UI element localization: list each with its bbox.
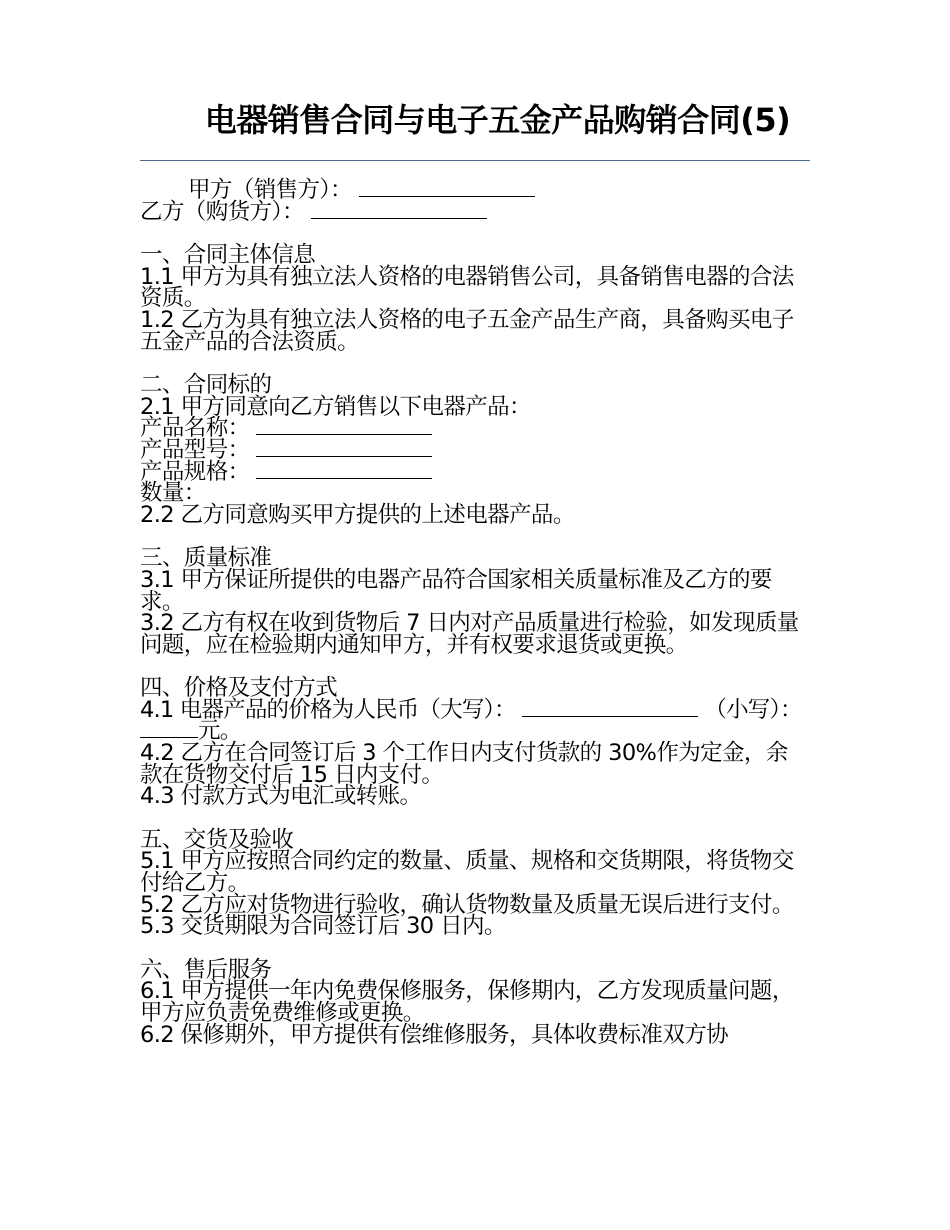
party-b-blank [311, 202, 487, 219]
price-text-a: 4.1 电器产品的价格为人民币（大写）： [140, 696, 516, 723]
clause: 2.2 乙方同意购买甲方提供的上述电器产品。 [140, 501, 575, 528]
section-heading: 三、质量标准 [140, 545, 272, 572]
product-model-blank [256, 440, 432, 457]
section-heading: 六、售后服务 [140, 956, 272, 983]
price-text-b: （小写）： [704, 696, 802, 723]
clause: 6.2 保修期外，甲方提供有偿维修服务，具体收费标准双方协 [140, 1021, 729, 1048]
product-spec-label: 产品规格： [140, 458, 250, 485]
field-line [140, 458, 808, 485]
section-heading: 五、交货及验收 [140, 826, 294, 853]
section-heading: 四、价格及支付方式 [140, 675, 338, 702]
clause-price [140, 696, 808, 745]
clause: 3.1 甲方保证所提供的电器产品符合国家相关质量标准及乙方的要求。 [140, 566, 772, 615]
party-b-label: 乙方（购货方）： [140, 198, 304, 225]
clause: 6.1 甲方提供一年内免费保修服务，保修期内，乙方发现质量问题，甲方应负责免费维修或更换。 [140, 978, 794, 1026]
product-model-label: 产品型号： [140, 436, 250, 463]
clause: 5.1 甲方应按照合同约定的数量、质量、规格和交货期限，将货物交付给乙方。 [140, 848, 794, 897]
section-heading: 二、合同标的 [140, 372, 272, 399]
quantity-label: 数量： [140, 480, 206, 507]
party-a-label: 甲方（销售方）： [188, 177, 352, 203]
clause: 2.1 甲方同意向乙方销售以下电器产品： [140, 393, 531, 420]
document-body [140, 177, 808, 1048]
product-name-label: 产品名称： [140, 415, 250, 442]
document-title: 电器销售合同与电子五金产品购销合同(5) [204, 101, 791, 139]
product-name-blank [256, 418, 432, 435]
section-heading: 一、合同主体信息 [140, 242, 316, 269]
clause: 1.2 乙方为具有独立法人资格的电子五金产品生产商，具备购买电子五金产品的合法资质。 [140, 306, 794, 355]
price-text-c: 元。 [198, 718, 242, 745]
party-b-line [140, 198, 808, 225]
product-spec-blank [256, 462, 432, 479]
clause: 1.1 甲方为具有独立法人资格的电器销售公司，具备销售电器的合法资质。 [140, 263, 794, 312]
price-upper-blank [522, 700, 698, 717]
clause: 4.2 乙方在合同签订后 3 个工作日内支付货款的 30%作为定金，余款在货物交付后 15 日内支付。 [140, 740, 788, 788]
clause: 5.2 乙方应对货物进行验收，确认货物数量及质量无误后进行支付。 [140, 891, 794, 918]
title-divider [140, 160, 810, 161]
clause: 5.3 交货期限为合同签订后 30 日内。 [140, 913, 506, 940]
clause: 3.2 乙方有权在收到货物后 7 日内对产品质量进行检验，如发现质量问题，应在检验期内通知甲方，并有权要求退货或更换。 [140, 610, 799, 658]
party-a-blank [359, 180, 535, 197]
clause: 4.3 付款方式为电汇或转账。 [140, 783, 422, 810]
price-lower-blank [140, 721, 198, 738]
